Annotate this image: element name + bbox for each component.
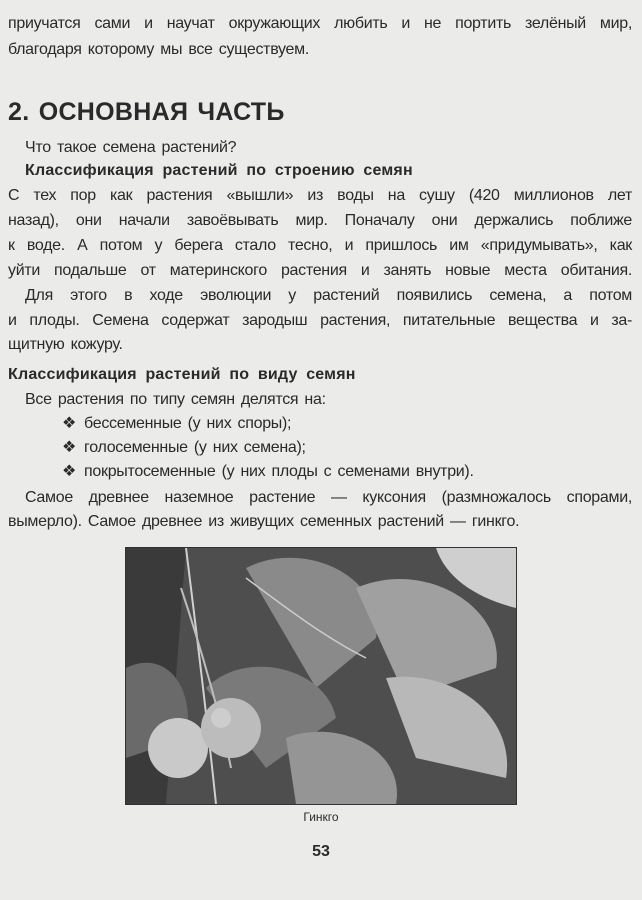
ginkgo-illustration [126, 548, 516, 804]
paragraph-line: к воде. А потом у берега стало тесно, и пришлось им «придумывать», как [8, 237, 632, 254]
ginkgo-photo [125, 547, 517, 805]
bullet-icon: ❖ [62, 415, 77, 432]
subheading-seed-type: Классификация растений по виду семян [8, 366, 356, 383]
figure-caption: Гинкго [303, 810, 339, 824]
section-heading: 2. ОСНОВНАЯ ЧАСТЬ [8, 98, 285, 126]
bullet-icon: ❖ [62, 463, 77, 480]
subheading-structure: Классификация растений по строению семян [25, 162, 413, 179]
paragraph-line: С тех пор как растения «вышли» из воды на сушу (420 миллионов лет [8, 187, 632, 204]
paragraph-line: щитную кожуру. [8, 336, 123, 353]
paragraph-line: вымерло). Самое древнее из живущих семенных растений — гинкго. [8, 513, 520, 530]
bullet-icon: ❖ [62, 439, 77, 456]
list-item [62, 437, 632, 459]
list-item [62, 413, 632, 435]
list-item-text: голосеменные (у них семена); [84, 439, 306, 456]
paragraph-line: Для этого в ходе эволюции у растений появились семена, а потом [25, 287, 632, 304]
intro-line: благодаря которому мы все существуем. [8, 41, 310, 58]
question-text: Что такое семена растений? [25, 139, 237, 156]
list-item [62, 461, 632, 483]
list-item-text: покрытосеменные (у них плоды с семенами внутри). [84, 463, 474, 480]
list-item-text: бессеменные (у них споры); [84, 415, 292, 432]
page-number: 53 [312, 843, 330, 860]
intro-line: приучатся сами и научат окружающих любить и не портить зелёный мир, [8, 15, 632, 32]
paragraph-line: уйти подальше от материнского растения и занять новые места обитания. [8, 262, 632, 279]
list-intro: Все растения по типу семян делятся на: [25, 391, 326, 408]
paragraph-line: назад), они начали завоёвывать мир. Поначалу они держались поближе [8, 212, 632, 229]
paragraph-line: Самое древнее наземное растение — куксония (размножалось спорами, [25, 489, 632, 506]
paragraph-line: и плоды. Семена содержат зародыш растения, питательные вещества и за- [8, 312, 632, 329]
